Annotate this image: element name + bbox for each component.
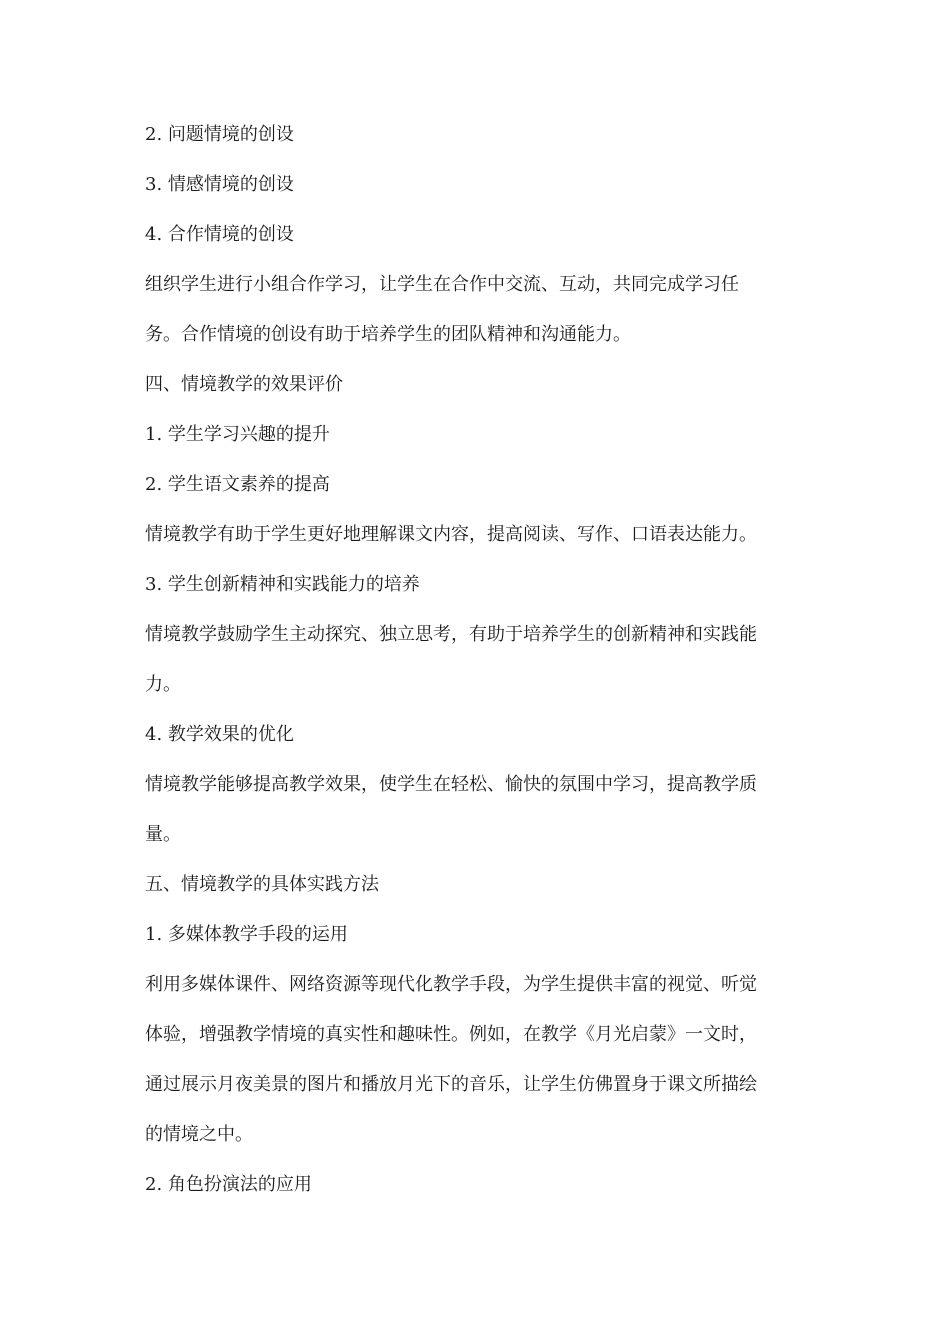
paragraph-line: 组织学生进行小组合作学习，让学生在合作中交流、互动，共同完成学习任 [145, 274, 739, 295]
subheading-emotion-situation: 3. 情感情境的创设 [145, 174, 294, 195]
paragraph-line: 情境教学能够提高教学效果，使学生在轻松、愉快的氛围中学习，提高教学质 [145, 774, 757, 795]
section-heading-evaluation: 四、情境教学的效果评价 [145, 374, 343, 395]
subheading-role-play: 2. 角色扮演法的应用 [145, 1174, 312, 1195]
paragraph-line: 情境教学鼓励学生主动探究、独立思考，有助于培养学生的创新精神和实践能 [145, 624, 757, 645]
paragraph-line: 的情境之中。 [145, 1124, 253, 1145]
paragraph-line: 情境教学有助于学生更好地理解课文内容，提高阅读、写作、口语表达能力。 [145, 524, 757, 545]
subheading-optimization: 4. 教学效果的优化 [145, 724, 294, 745]
paragraph-line: 量。 [145, 824, 181, 845]
subheading-problem-situation: 2. 问题情境的创设 [145, 124, 294, 145]
paragraph-line: 体验，增强教学情境的真实性和趣味性。例如，在教学《月光启蒙》一文时， [145, 1024, 757, 1045]
section-heading-practice-methods: 五、情境教学的具体实践方法 [145, 874, 379, 895]
paragraph-line: 务。合作情境的创设有助于培养学生的团队精神和沟通能力。 [145, 324, 631, 345]
subheading-multimedia: 1. 多媒体教学手段的运用 [145, 924, 348, 945]
paragraph-line: 通过展示月夜美景的图片和播放月光下的音乐，让学生仿佛置身于课文所描绘 [145, 1074, 757, 1095]
paragraph-line: 力。 [145, 674, 181, 695]
subheading-interest: 1. 学生学习兴趣的提升 [145, 424, 330, 445]
document-body [145, 110, 805, 1210]
paragraph-line: 利用多媒体课件、网络资源等现代化教学手段，为学生提供丰富的视觉、听觉 [145, 974, 757, 995]
subheading-innovation: 3. 学生创新精神和实践能力的培养 [145, 574, 420, 595]
subheading-literacy: 2. 学生语文素养的提高 [145, 474, 330, 495]
subheading-cooperation-situation: 4. 合作情境的创设 [145, 224, 294, 245]
